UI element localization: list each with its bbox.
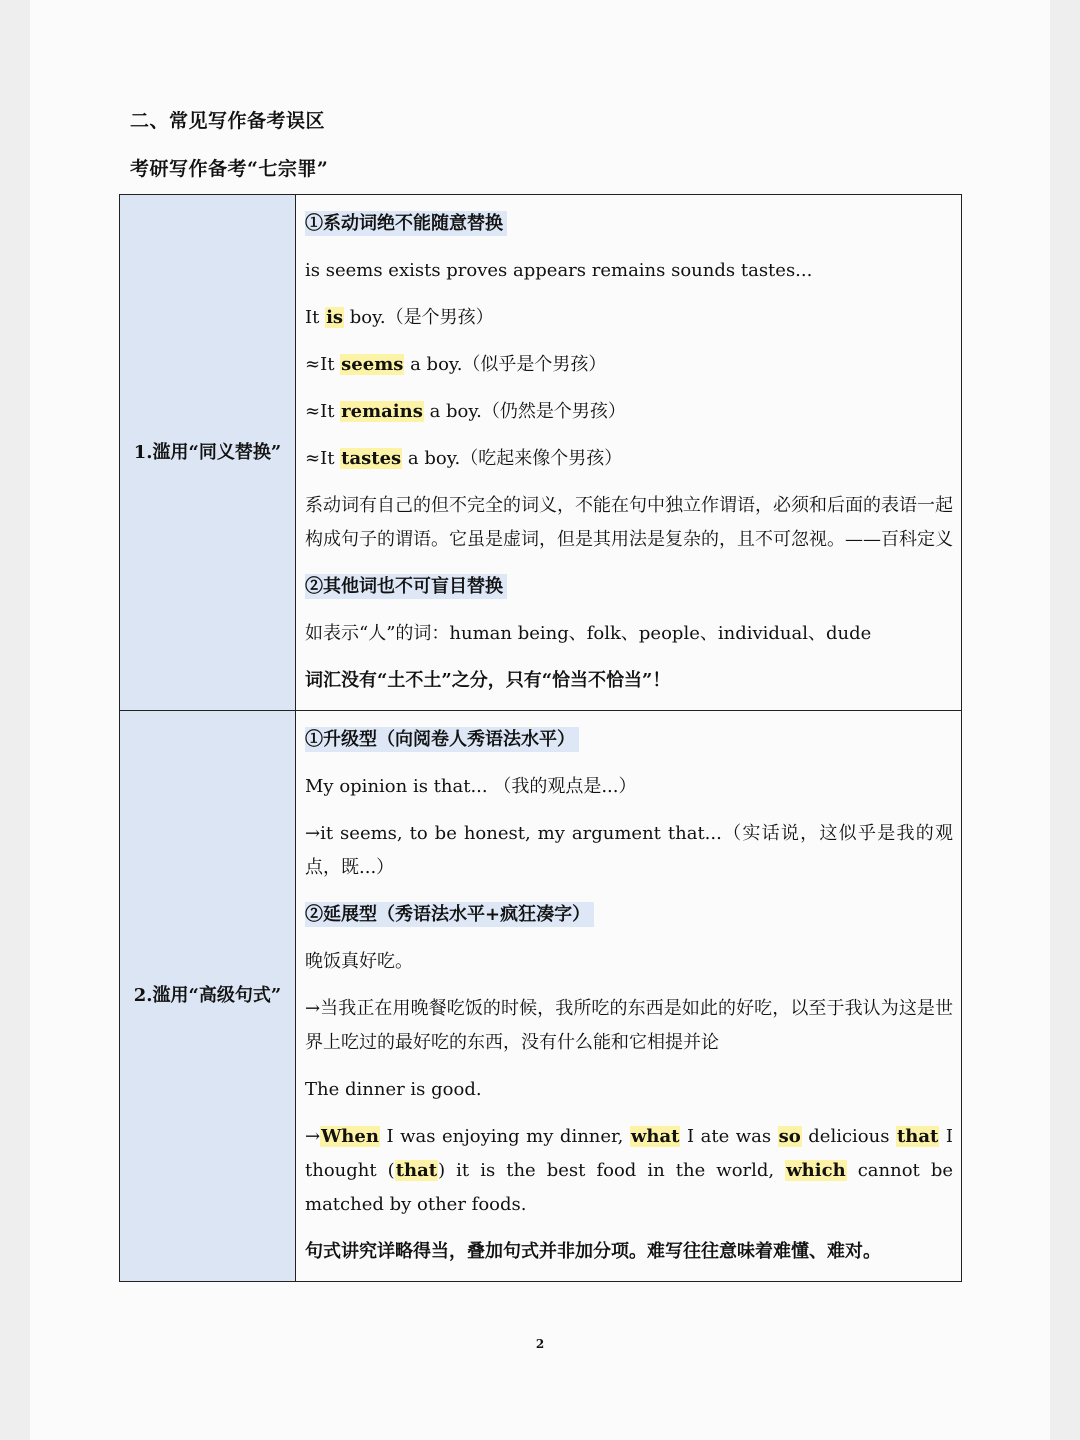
- example-line: My opinion is that... （我的观点是...）: [305, 776, 637, 797]
- example-line: The dinner is good.: [305, 1079, 482, 1100]
- row-label: 2.滥用“高级句式”: [133, 985, 282, 1006]
- highlighted-word: tastes: [341, 448, 402, 469]
- subsection-title: ②延展型（秀语法水平+疯狂凑字）: [305, 902, 594, 927]
- subsection-title: ②其他词也不可盲目替换: [305, 574, 507, 599]
- example-line: →it seems, to be honest, my argument that...（实话说，这似乎是我的观点，既...）: [305, 823, 953, 878]
- sins-table: [119, 194, 962, 1282]
- row-label: 1.滥用“同义替换”: [133, 441, 282, 463]
- highlighted-word: is: [326, 307, 344, 328]
- conclusion-line: 句式讲究详略得当，叠加句式并非加分项。难写往往意味着难懂、难对。: [305, 1241, 881, 1262]
- row-label-cell: [120, 195, 296, 711]
- example-line: →当我正在用晚餐吃饭的时候，我所吃的东西是如此的好吃，以至于我认为这是世界上吃过的最好吃的东西，没有什么能和它相提并论: [305, 998, 953, 1053]
- highlighted-word: remains: [341, 401, 423, 422]
- people-words-line: 如表示“人”的词：human being、folk、people、individual、dude: [305, 623, 872, 644]
- row-label-cell: [120, 711, 296, 1282]
- conclusion-line: 词汇没有“土不土”之分，只有“恰当不恰当”！: [305, 670, 671, 691]
- example-line: 晚饭真好吃。: [305, 951, 413, 972]
- example-line: ≈It seems a boy.（似乎是个男孩）: [305, 354, 607, 375]
- example-line: ≈It remains a boy.（仍然是个男孩）: [305, 401, 626, 422]
- section-heading: 二、常见写作备考误区: [130, 110, 326, 132]
- highlighted-word: When: [321, 1126, 379, 1147]
- table-row: [120, 711, 962, 1282]
- highlighted-word: so: [778, 1126, 801, 1147]
- subsection-title: ①系动词绝不能随意替换: [305, 211, 507, 236]
- linking-verbs-list: is seems exists proves appears remains sounds tastes...: [305, 260, 813, 281]
- page-number: 2: [535, 1337, 545, 1351]
- section-subheading: 考研写作备考“七宗罪”: [130, 158, 329, 180]
- table-row: [120, 195, 962, 711]
- highlighted-word: what: [630, 1126, 680, 1147]
- row-content-cell: [296, 195, 962, 711]
- highlighted-word: that: [395, 1160, 438, 1181]
- example-line: ≈It tastes a boy.（吃起来像个男孩）: [305, 448, 623, 469]
- definition-paragraph: 系动词有自己的但不完全的词义，不能在句中独立作谓语，必须和后面的表语一起构成句子的谓语。它虽是虚词，但是其用法是复杂的，且不可忽视。——百科定义: [305, 495, 953, 550]
- highlighted-word: seems: [341, 354, 404, 375]
- extended-sentence: →When I was enjoying my dinner, what I ate was so delicious that I thought (that) it is the best food in the world, which cannot be matched by other foods.: [305, 1126, 953, 1215]
- highlighted-word: that: [896, 1126, 939, 1147]
- subsection-title: ①升级型（向阅卷人秀语法水平）: [305, 727, 579, 752]
- example-line: It is boy.（是个男孩）: [305, 307, 494, 328]
- row-content-cell: [296, 711, 962, 1282]
- highlighted-word: which: [786, 1160, 846, 1181]
